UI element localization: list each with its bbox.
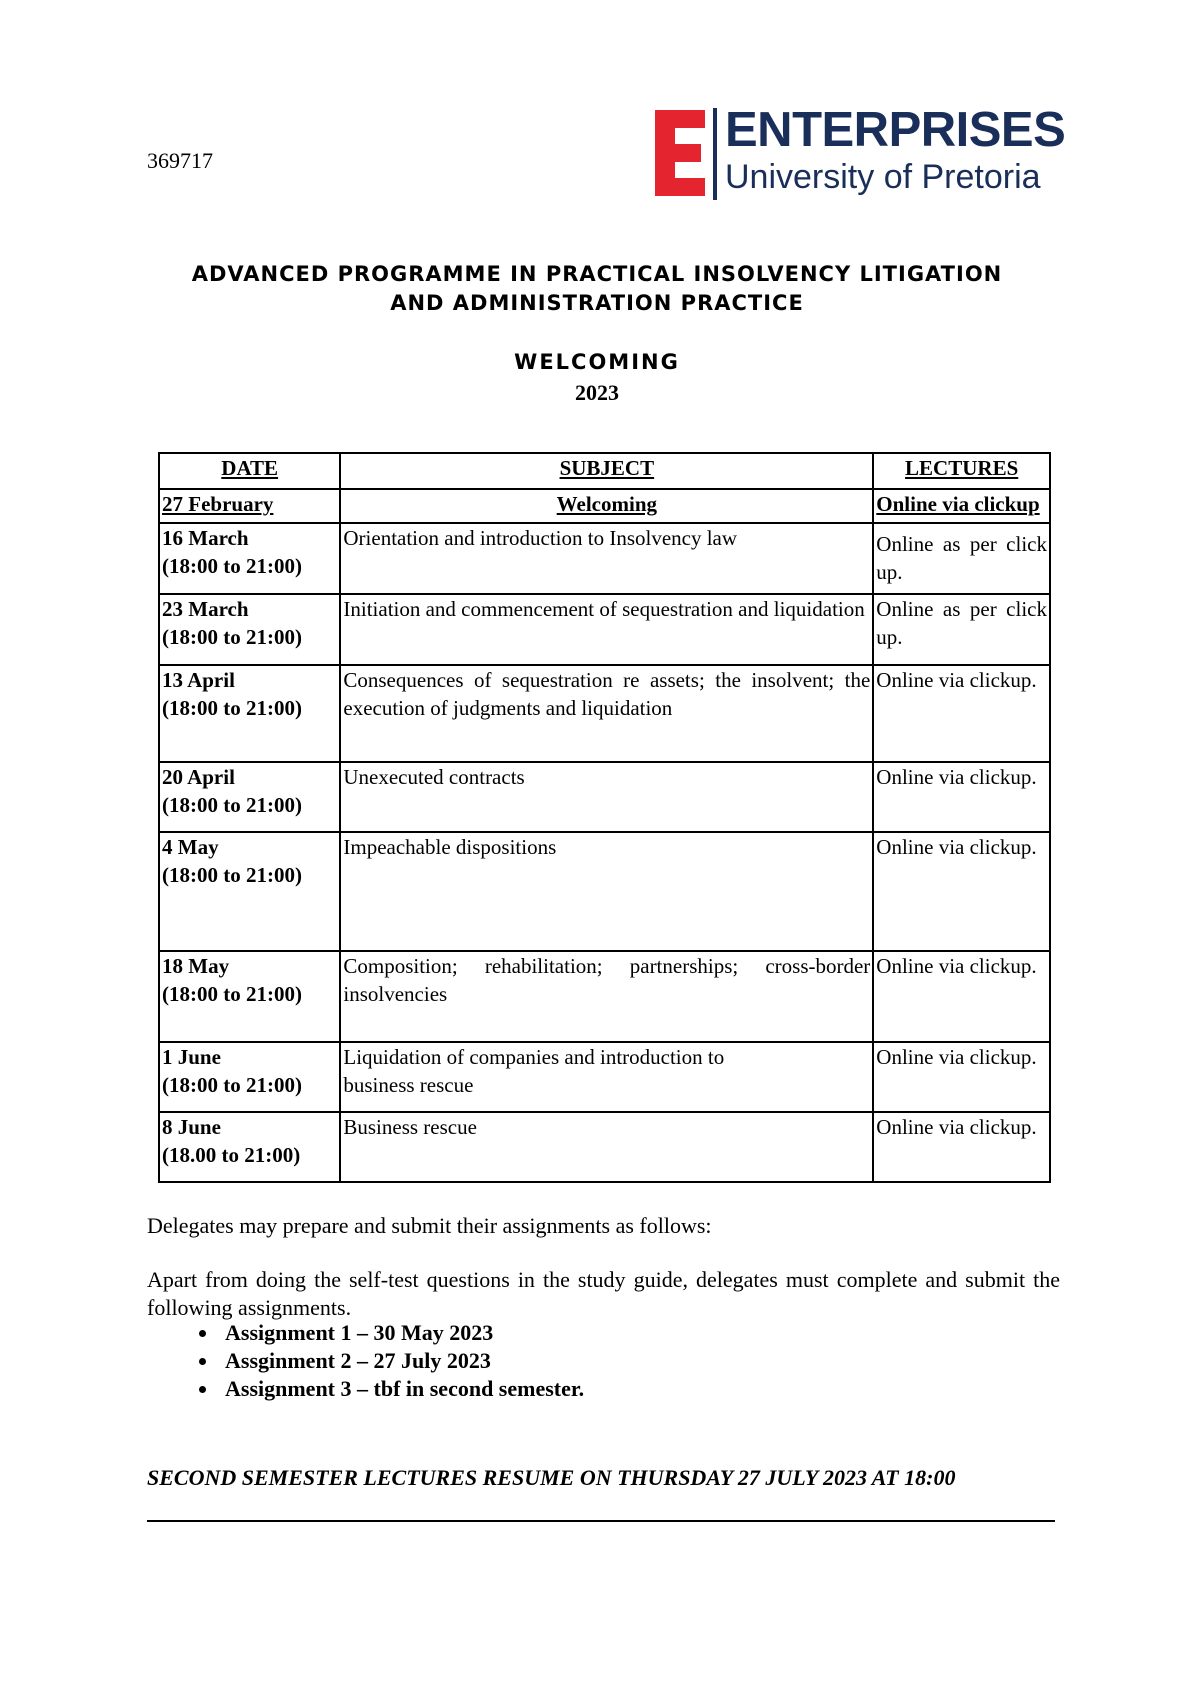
row-date bbox=[159, 594, 340, 665]
enterprises-logo bbox=[655, 103, 1066, 200]
second-semester-notice: SECOND SEMESTER LECTURES RESUME ON THURSDAY 27 JULY 2023 AT 18:00 bbox=[147, 1465, 956, 1490]
assignments-intro: Delegates may prepare and submit their assignments as follows: bbox=[147, 1213, 712, 1238]
row-subject: Consequences of sequestration re assets; the insolvent; the execution of judgments and liquidation bbox=[340, 665, 873, 762]
divider-line bbox=[147, 1520, 1055, 1522]
assignment-list bbox=[147, 1319, 584, 1403]
time-text: (18:00 to 21:00) bbox=[162, 863, 302, 887]
logo-e-icon bbox=[655, 110, 705, 196]
row-lectures: Online via clickup. bbox=[873, 665, 1050, 762]
time-text: (18:00 to 21:00) bbox=[162, 982, 302, 1006]
row-date bbox=[159, 523, 340, 594]
date-text: 16 March bbox=[162, 526, 249, 550]
time-text: (18:00 to 21:00) bbox=[162, 793, 302, 817]
row-lectures: Online via clickup bbox=[873, 489, 1050, 523]
table-row bbox=[159, 762, 1050, 832]
table-row bbox=[159, 1112, 1050, 1182]
logo-wordmark: ENTERPRISES bbox=[725, 103, 1066, 157]
table-row bbox=[159, 1042, 1050, 1112]
list-item: • Assignment 1 – 30 May 2023 bbox=[219, 1319, 584, 1347]
row-lectures: Online as per click up. bbox=[873, 594, 1050, 665]
row-subject: Welcoming bbox=[340, 489, 873, 523]
row-date bbox=[159, 832, 340, 951]
list-item: • Assignment 3 – tbf in second semester. bbox=[219, 1375, 584, 1403]
list-item: • Assginment 2 – 27 July 2023 bbox=[219, 1347, 584, 1375]
row-date bbox=[159, 762, 340, 832]
row-lectures: Online as per click up. bbox=[873, 523, 1050, 594]
row-subject: Composition; rehabilitation; partnerships; cross-border insolvencies bbox=[340, 951, 873, 1042]
row-lectures: Online via clickup. bbox=[873, 1042, 1050, 1112]
time-text: (18:00 to 21:00) bbox=[162, 625, 302, 649]
date-text: 13 April bbox=[162, 668, 235, 692]
table-row bbox=[159, 665, 1050, 762]
row-date bbox=[159, 489, 340, 523]
table-row bbox=[159, 951, 1050, 1042]
schedule-table bbox=[158, 452, 1051, 1183]
row-subject: Unexecuted contracts bbox=[340, 762, 873, 832]
logo-divider bbox=[713, 108, 717, 200]
row-date bbox=[159, 1112, 340, 1182]
assignments-instructions: Apart from doing the self-test questions in the study guide, delegates must complete and submit the following assignments. bbox=[147, 1267, 1060, 1320]
row-date bbox=[159, 951, 340, 1042]
table-row bbox=[159, 832, 1050, 951]
header-date: DATE bbox=[159, 453, 340, 489]
row-lectures: Online via clickup. bbox=[873, 832, 1050, 951]
table-row bbox=[159, 594, 1050, 665]
row-lectures: Online via clickup. bbox=[873, 951, 1050, 1042]
table-row bbox=[159, 489, 1050, 523]
welcoming-heading: WELCOMING bbox=[514, 350, 680, 374]
row-date bbox=[159, 665, 340, 762]
date-text: 20 April bbox=[162, 765, 235, 789]
date-text: 18 May bbox=[162, 954, 230, 978]
row-subject: Impeachable dispositions bbox=[340, 832, 873, 951]
programme-title-line-2: AND ADMINISTRATION PRACTICE bbox=[390, 291, 804, 315]
row-lectures: Online via clickup. bbox=[873, 1112, 1050, 1182]
logo-subtitle: University of Pretoria bbox=[725, 158, 1041, 196]
date-text: 1 June bbox=[162, 1045, 221, 1069]
date-text: 23 March bbox=[162, 597, 249, 621]
programme-title-line-1: ADVANCED PROGRAMME IN PRACTICAL INSOLVENCY LITIGATION bbox=[191, 262, 1003, 286]
row-date bbox=[159, 1042, 340, 1112]
time-text: (18:00 to 21:00) bbox=[162, 696, 302, 720]
header-lectures: LECTURES bbox=[873, 453, 1050, 489]
date-text: 27 February bbox=[162, 492, 274, 516]
date-text: 8 June bbox=[162, 1115, 221, 1139]
document-number: 369717 bbox=[147, 148, 213, 173]
row-subject: Orientation and introduction to Insolvency law bbox=[340, 523, 873, 594]
row-subject: Liquidation of companies and introduction to business rescue bbox=[340, 1042, 873, 1112]
table-header-row bbox=[159, 453, 1050, 489]
row-subject: Business rescue bbox=[340, 1112, 873, 1182]
date-text: 4 May bbox=[162, 835, 219, 859]
row-subject: Initiation and commencement of sequestration and liquidation bbox=[340, 594, 873, 665]
row-lectures: Online via clickup. bbox=[873, 762, 1050, 832]
table-row bbox=[159, 523, 1050, 594]
time-text: (18.00 to 21:00) bbox=[162, 1143, 301, 1167]
header-subject: SUBJECT bbox=[340, 453, 873, 489]
year-heading: 2023 bbox=[575, 380, 619, 405]
time-text: (18:00 to 21:00) bbox=[162, 554, 302, 578]
time-text: (18:00 to 21:00) bbox=[162, 1073, 302, 1097]
